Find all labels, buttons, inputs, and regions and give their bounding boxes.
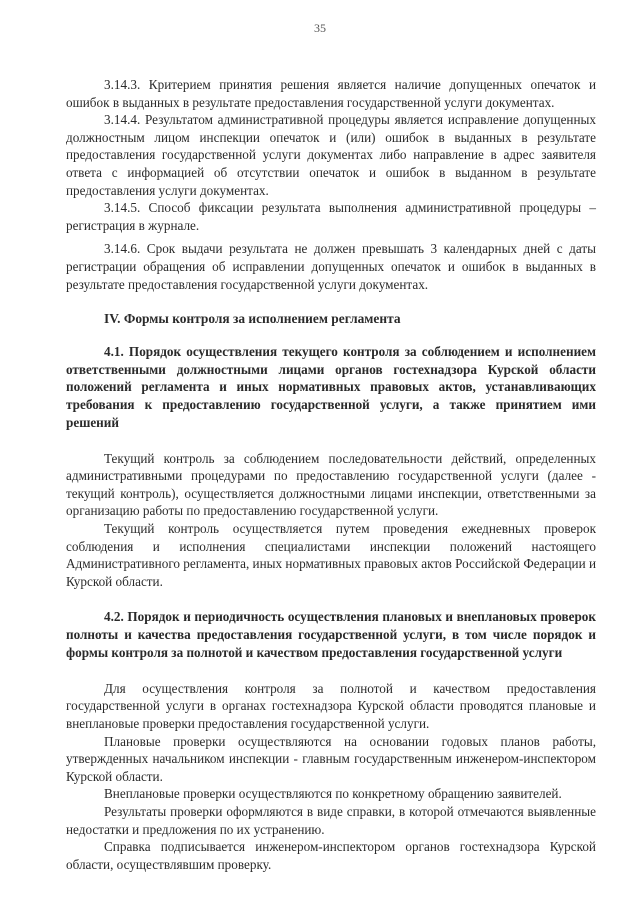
paragraph-4-1-b: Текущий контроль осуществляется путем проведения ежедневных проверок соблюдения и исполнения специалистами инспекции положений настоящего Административного регламента, иных нормативных правовых актов Российской Федерации и Курской области. [66,521,597,589]
spacer [66,662,596,680]
subheading-4-1: 4.1. Порядок осуществления текущего контроля за соблюдением и исполнением ответственными должностными лицами органов гостехнадзора Курской области положений регламента и иных нормативных правовых актов, устанавливающих требования к предоставлению государственной услуги, а также принятием ими решений [66,343,596,430]
page-number: 35 [314,21,326,35]
paragraph-4-2-c: Внеплановые проверки осуществляются по конкретному обращению заявителей. [104,786,562,802]
paragraph-4-2-a: Для осуществления контроля за полнотой и качеством предоставления государственной услуги в органах гостехнадзора Курской области проводятся плановые и внеплановые проверки предоставления государственной услуги. [66,680,596,732]
paragraph-3-14-3: 3.14.3. Критерием принятия решения является наличие допущенных опечаток и ошибок в выданных в результате предоставления государственной услуги документах. [66,77,596,110]
document-body [66,76,596,873]
spacer [66,432,596,450]
paragraph-3-14-6: 3.14.6. Срок выдачи результата не должен превышать 3 календарных дней с даты регистрации обращения об исправлении допущенных опечаток и ошибок в выданных в результате предоставления государственной услуги документах. [66,241,596,292]
spacer [66,590,596,608]
paragraph-4-1-a: Текущий контроль за соблюдением последовательности действий, определенных административными процедурами по предоставлению государственной услуги (далее - текущий контроль), осуществляется должностными лицами инспекции, ответственными за организацию работы по предоставлению государственной услуги. [66,450,596,519]
paragraph-3-14-4: 3.14.4. Результатом административной процедуры является исправление допущенных должностным лицом инспекции опечаток и (или) ошибок в выданных в результате предоставления государственной услуги документах либо направление в адрес заявителя ответа с информацией об отсутствии опечаток и ошибок в выданном в результате предоставления услуги документах. [66,112,596,198]
subheading-4-2: 4.2. Порядок и периодичность осуществления плановых и внеплановых проверок полноты и качества предоставления государственной услуги, в том числе порядок и формы контроля за полнотой и качеством предоставления государственной услуги [66,609,596,661]
paragraph-4-2-e: Справка подписывается инженером-инспектором органов гостехнадзора Курской области, осуществлявшим проверку. [66,839,596,872]
section-heading: IV. Формы контроля за исполнением регламента [104,311,401,327]
paragraph-3-14-5: 3.14.5. Способ фиксации результата выполнения административной процедуры – регистрация в журнале. [66,200,596,233]
paragraph-4-2-b: Плановые проверки осуществляются на основании годовых планов работы, утвержденных начальником инспекции - главным государственным инженером-инспектором Курской области. [66,733,596,784]
paragraph-4-2-d: Результаты проверки оформляются в виде справки, в которой отмечаются выявленные недостатки и предложения по их устранению. [66,804,596,837]
